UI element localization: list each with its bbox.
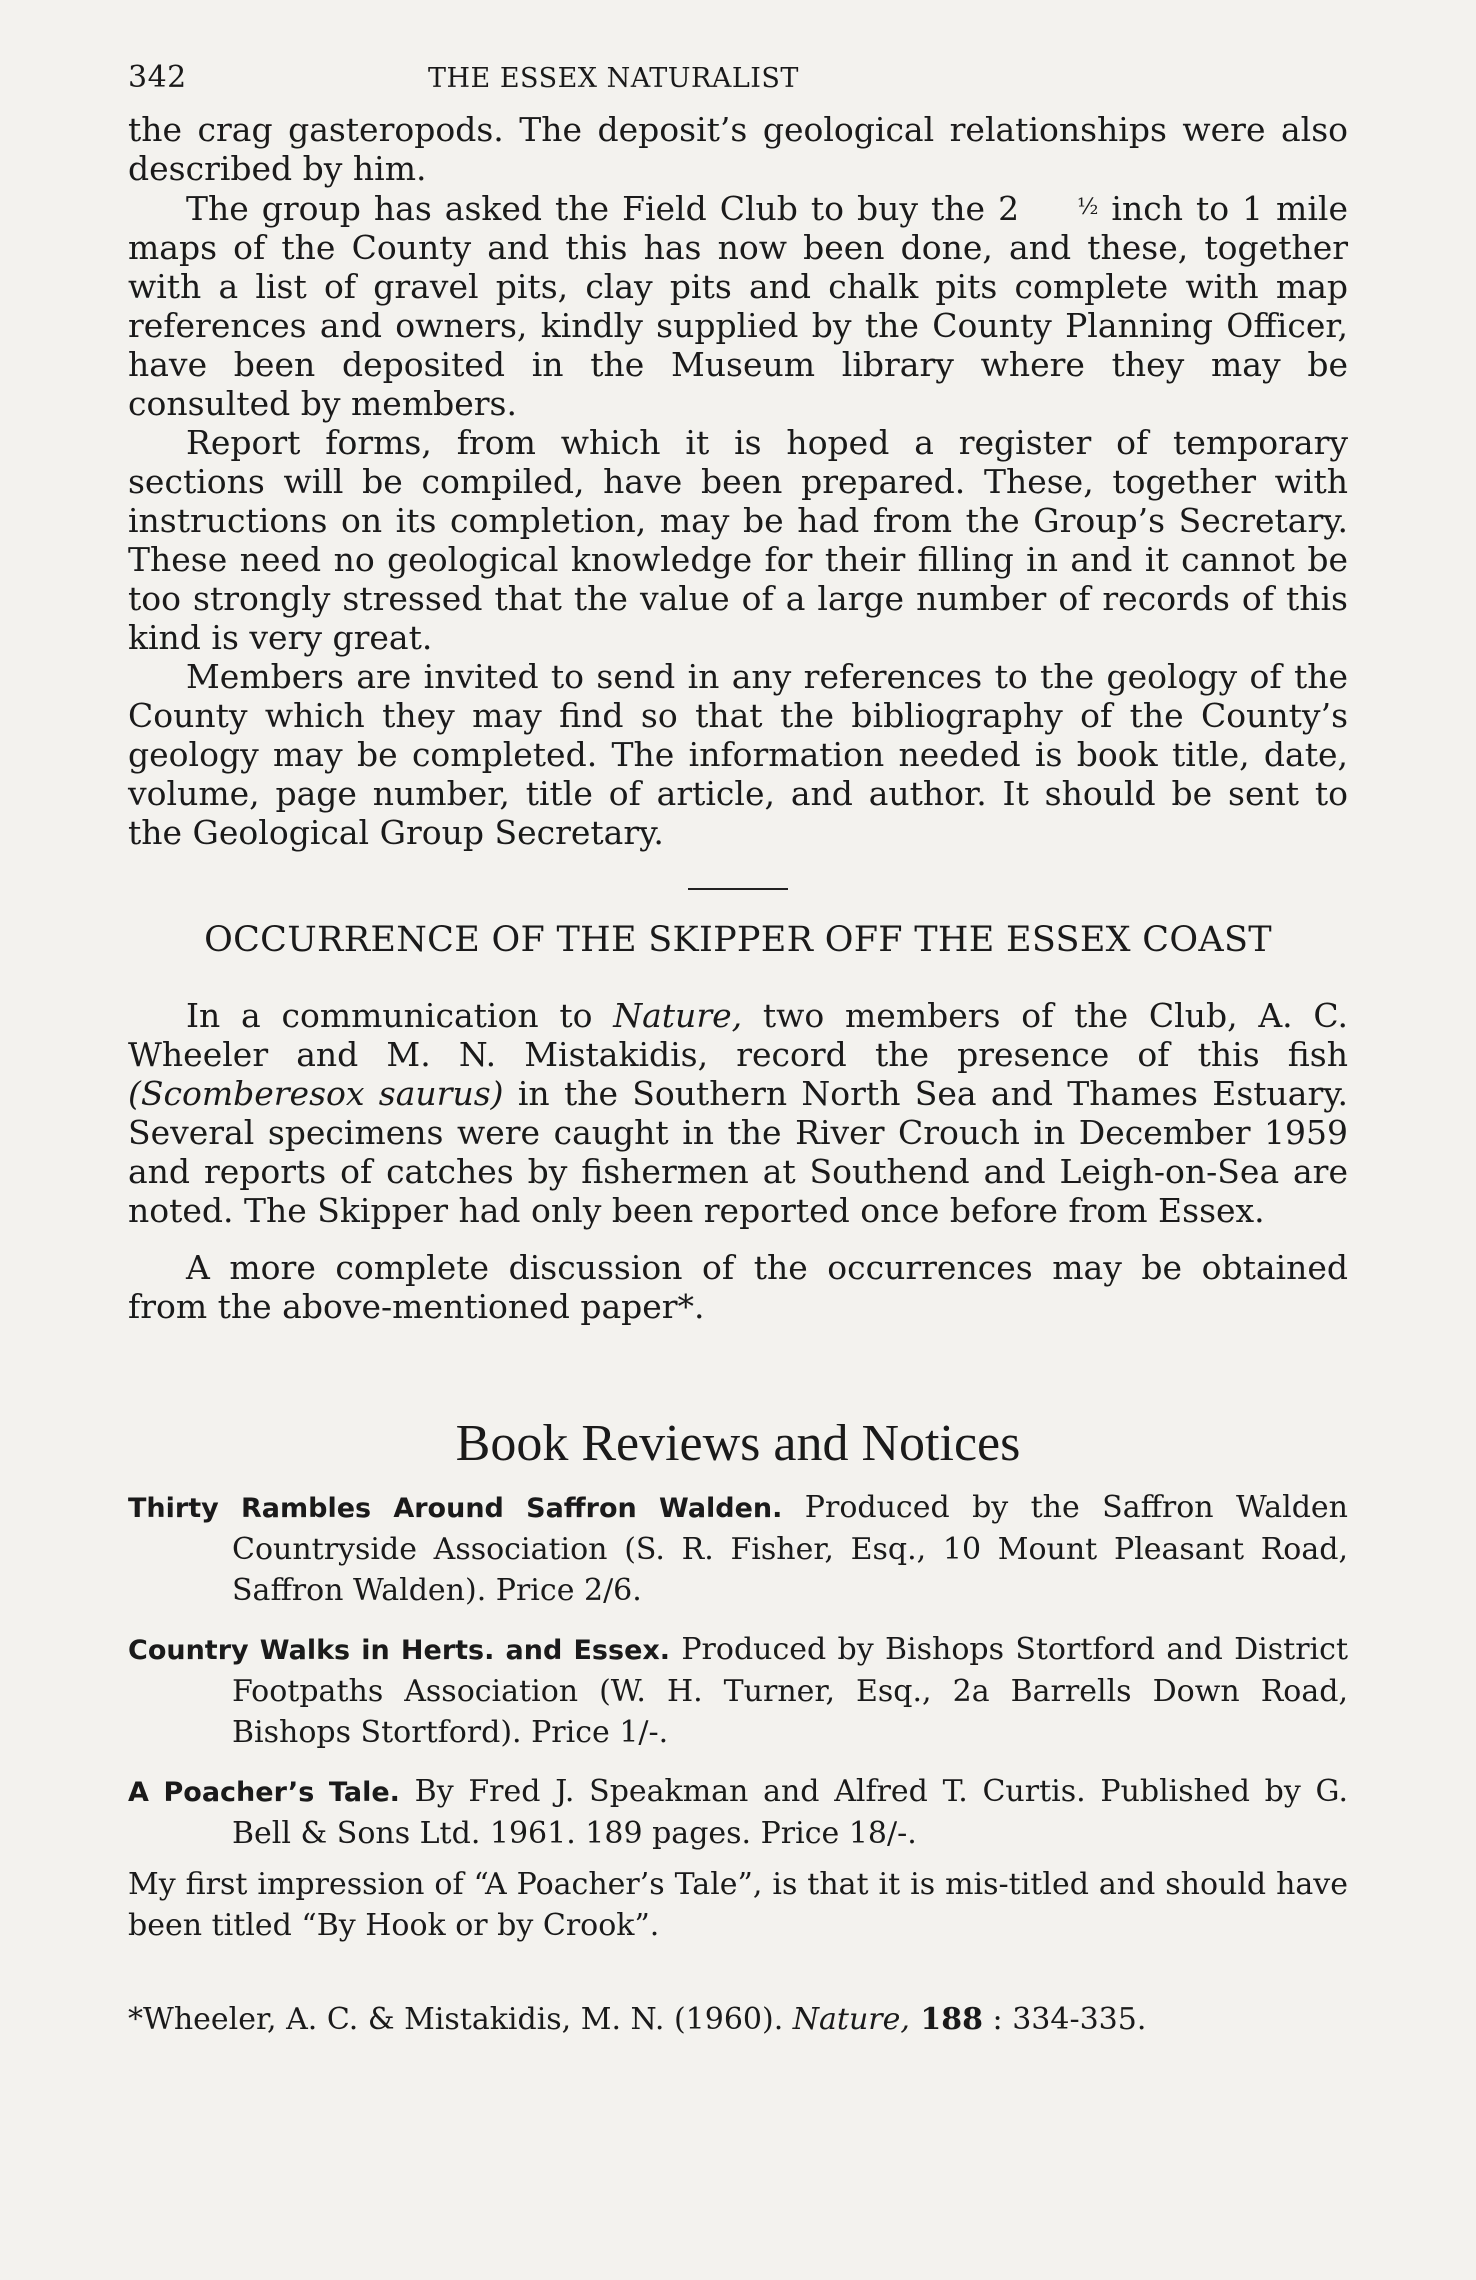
geology-paragraph-2 <box>128 188 1348 423</box>
geology-paragraph-4: Members are invited to send in any references to the geology of the County which they may find so that the bibliography of the County’s geology may be completed. The information needed is book title, date, volume, page number, title of article, and author. It should be sent to the Geological Group Secretary. <box>128 657 1348 852</box>
geology-paragraph-3: Report forms, from which it is hoped a register of temporary sections will be compiled, have been prepared. These, together with instructions on its completion, may be had from the Group’s Secretary. These need no geological knowledge for their filling in and it cannot be too strongly stressed that the value of a large number of records of this kind is very great. <box>128 423 1348 657</box>
review-title: Country Walks in Herts. and Essex. <box>128 1635 671 1666</box>
reviews-heading: Book Reviews and Notices <box>455 1415 1021 1472</box>
skipper-text-a: In a communication to <box>186 996 614 1035</box>
page-number: 342 <box>128 60 187 95</box>
review-details: Produced by the Saffron Walden Countryside Association (S. R. Fisher, Esq., 10 Mount Pleasant Road, Saffron Walden). Price 2/6. <box>232 1490 1348 1608</box>
review-details: By Fred J. Speakman and Alfred T. Curtis. Published by G. Bell & Sons Ltd. 1961. 189 pages. Price 18/-. <box>232 1774 1348 1851</box>
footnote <box>128 2002 1348 2037</box>
review-comment: My first impression of “A Poacher’s Tale”, is that it is mis-titled and should have been titled “By Hook or by Crook”. <box>128 1867 1348 1943</box>
skipper-section-title: OCCURRENCE OF THE SKIPPER OFF THE ESSEX COAST <box>204 920 1272 960</box>
fraction: ½ <box>1077 195 1099 220</box>
geology-section <box>128 110 1348 852</box>
running-head <box>128 60 1348 110</box>
review-item <box>128 1629 1348 1753</box>
footnote-pages: : 334-335. <box>983 2002 1147 2037</box>
section-divider <box>688 888 788 890</box>
skipper-text-b: two members of the Club, A. C. Wheeler and M. N. Mistakidis, record the presence of this fish <box>128 996 1349 1074</box>
review-details: Produced by Bishops Stortford and District Footpaths Association (W. H. Turner, Esq., 2a Barrells Down Road, Bishops Stortford). Price 1/-. <box>232 1632 1348 1750</box>
review-title: A Poacher’s Tale. <box>128 1777 400 1808</box>
geology-paragraph-1: the crag gasteropods. The deposit’s geological relationships were also described by him. <box>128 110 1348 188</box>
geology-paragraph-2-rest: inch to 1 mile maps of the County and this has now been done, and these, together with a list of gravel pits, clay pits and chalk pits complete with map references and owners, kindly supplied by the County Planning Officer, have been deposited in the Museum library where they may be consulted by members. <box>128 189 1348 423</box>
footnote-journal: Nature, <box>792 2002 910 2037</box>
review-item <box>128 1487 1348 1611</box>
geology-paragraph-2-start: The group has asked the Field Club to buy the 2 <box>186 189 1020 228</box>
journal-title: THE ESSEX NATURALIST <box>428 63 799 94</box>
review-item <box>128 1771 1348 1854</box>
footnote-authors: *Wheeler, A. C. & Mistakidis, M. N. (1960). <box>128 2002 793 2037</box>
reviews-list <box>128 1487 1348 1946</box>
skipper-paragraph-1 <box>128 996 1348 1230</box>
skipper-paragraph-2: A more complete discussion of the occurrences may be obtained from the above-mentioned paper*. <box>128 1248 1348 1326</box>
journal-name-nature: Nature, <box>613 996 743 1035</box>
footnote-volume: 188 <box>909 2002 984 2037</box>
skipper-text-c: in the Southern North Sea and Thames Estuary. Several specimens were caught in the River Crouch in December 1959 and reports of catches by fishermen at Southend and Leigh-on-Sea are noted. The Skipper had only been reported once before from Essex. <box>128 1074 1348 1230</box>
species-name: (Scomberesox saurus) <box>128 1074 504 1113</box>
page <box>128 60 1348 2037</box>
review-title: Thirty Rambles Around Saffron Walden. <box>128 1493 783 1524</box>
skipper-section <box>128 996 1348 1326</box>
